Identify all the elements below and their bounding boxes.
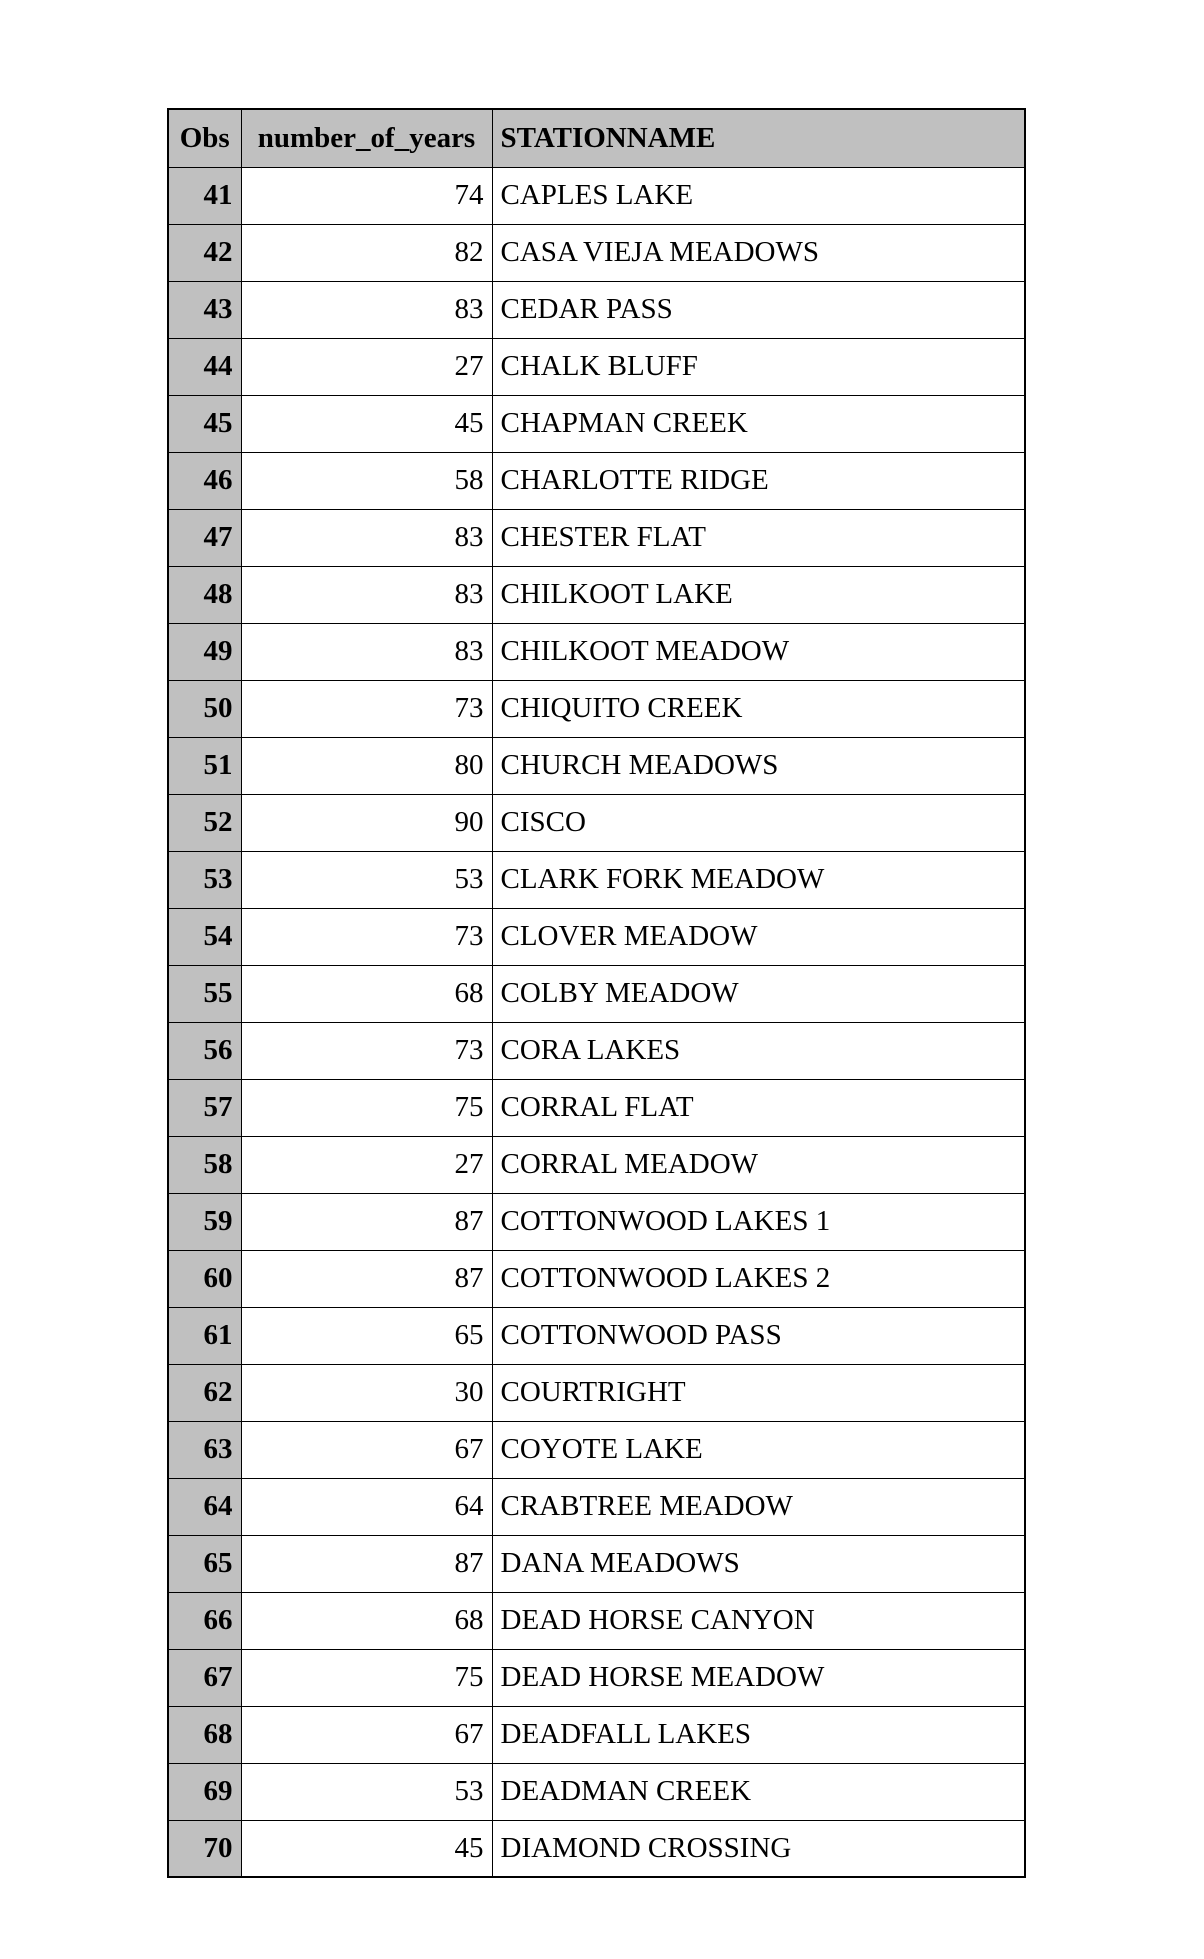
number-of-years-cell: 64 <box>241 1478 492 1535</box>
number-of-years-cell: 58 <box>241 452 492 509</box>
obs-cell: 68 <box>168 1706 241 1763</box>
number-of-years-cell: 27 <box>241 338 492 395</box>
obs-cell: 66 <box>168 1592 241 1649</box>
obs-cell: 57 <box>168 1079 241 1136</box>
table-row <box>168 1820 1025 1877</box>
number-of-years-cell: 67 <box>241 1421 492 1478</box>
table-row <box>168 281 1025 338</box>
stationname-cell: DIAMOND CROSSING <box>492 1820 1025 1877</box>
obs-cell: 43 <box>168 281 241 338</box>
stationname-cell: COTTONWOOD PASS <box>492 1307 1025 1364</box>
table-row <box>168 1193 1025 1250</box>
table-row <box>168 965 1025 1022</box>
obs-cell: 63 <box>168 1421 241 1478</box>
obs-cell: 60 <box>168 1250 241 1307</box>
table-row <box>168 1079 1025 1136</box>
station-years-table <box>167 108 1026 1878</box>
number-of-years-cell: 87 <box>241 1193 492 1250</box>
table-row <box>168 224 1025 281</box>
number-of-years-cell: 68 <box>241 1592 492 1649</box>
obs-cell: 51 <box>168 737 241 794</box>
stationname-cell: CASA VIEJA MEADOWS <box>492 224 1025 281</box>
stationname-cell: DEADMAN CREEK <box>492 1763 1025 1820</box>
obs-cell: 54 <box>168 908 241 965</box>
obs-cell: 53 <box>168 851 241 908</box>
obs-cell: 46 <box>168 452 241 509</box>
stationname-cell: CHESTER FLAT <box>492 509 1025 566</box>
obs-cell: 62 <box>168 1364 241 1421</box>
table-row <box>168 1022 1025 1079</box>
number-of-years-cell: 90 <box>241 794 492 851</box>
table-row <box>168 395 1025 452</box>
stationname-cell: CLARK FORK MEADOW <box>492 851 1025 908</box>
stationname-cell: COTTONWOOD LAKES 2 <box>492 1250 1025 1307</box>
stationname-cell: DEAD HORSE CANYON <box>492 1592 1025 1649</box>
stationname-cell: CORA LAKES <box>492 1022 1025 1079</box>
table-row <box>168 1250 1025 1307</box>
table-row <box>168 908 1025 965</box>
obs-cell: 42 <box>168 224 241 281</box>
stationname-cell: CHALK BLUFF <box>492 338 1025 395</box>
table-row <box>168 167 1025 224</box>
header-stationname: STATIONNAME <box>492 109 1025 167</box>
table-row <box>168 452 1025 509</box>
stationname-cell: CISCO <box>492 794 1025 851</box>
number-of-years-cell: 80 <box>241 737 492 794</box>
table-row <box>168 1478 1025 1535</box>
table-row <box>168 794 1025 851</box>
stationname-cell: COURTRIGHT <box>492 1364 1025 1421</box>
obs-cell: 59 <box>168 1193 241 1250</box>
obs-cell: 48 <box>168 566 241 623</box>
stationname-cell: CHAPMAN CREEK <box>492 395 1025 452</box>
obs-cell: 61 <box>168 1307 241 1364</box>
obs-cell: 70 <box>168 1820 241 1877</box>
stationname-cell: DEAD HORSE MEADOW <box>492 1649 1025 1706</box>
number-of-years-cell: 83 <box>241 623 492 680</box>
stationname-cell: CHIQUITO CREEK <box>492 680 1025 737</box>
table-row <box>168 1592 1025 1649</box>
stationname-cell: COYOTE LAKE <box>492 1421 1025 1478</box>
number-of-years-cell: 67 <box>241 1706 492 1763</box>
table-row <box>168 1136 1025 1193</box>
table-row <box>168 1364 1025 1421</box>
obs-cell: 41 <box>168 167 241 224</box>
obs-cell: 64 <box>168 1478 241 1535</box>
stationname-cell: CHILKOOT MEADOW <box>492 623 1025 680</box>
table-header-row <box>168 109 1025 167</box>
stationname-cell: CORRAL FLAT <box>492 1079 1025 1136</box>
table-row <box>168 1535 1025 1592</box>
obs-cell: 65 <box>168 1535 241 1592</box>
table-row <box>168 509 1025 566</box>
number-of-years-cell: 73 <box>241 680 492 737</box>
number-of-years-cell: 30 <box>241 1364 492 1421</box>
obs-cell: 55 <box>168 965 241 1022</box>
stationname-cell: CHURCH MEADOWS <box>492 737 1025 794</box>
number-of-years-cell: 87 <box>241 1535 492 1592</box>
table-row <box>168 1307 1025 1364</box>
obs-cell: 49 <box>168 623 241 680</box>
obs-cell: 58 <box>168 1136 241 1193</box>
table-body <box>168 167 1025 1877</box>
number-of-years-cell: 75 <box>241 1649 492 1706</box>
stationname-cell: CORRAL MEADOW <box>492 1136 1025 1193</box>
table-row <box>168 737 1025 794</box>
stationname-cell: COLBY MEADOW <box>492 965 1025 1022</box>
number-of-years-cell: 82 <box>241 224 492 281</box>
obs-cell: 67 <box>168 1649 241 1706</box>
obs-cell: 50 <box>168 680 241 737</box>
stationname-cell: CHARLOTTE RIDGE <box>492 452 1025 509</box>
obs-cell: 56 <box>168 1022 241 1079</box>
obs-cell: 45 <box>168 395 241 452</box>
table-row <box>168 623 1025 680</box>
number-of-years-cell: 87 <box>241 1250 492 1307</box>
number-of-years-cell: 83 <box>241 509 492 566</box>
header-number-of-years: number_of_years <box>241 109 492 167</box>
obs-cell: 69 <box>168 1763 241 1820</box>
number-of-years-cell: 27 <box>241 1136 492 1193</box>
number-of-years-cell: 83 <box>241 281 492 338</box>
number-of-years-cell: 45 <box>241 1820 492 1877</box>
header-obs: Obs <box>168 109 241 167</box>
table-row <box>168 1421 1025 1478</box>
number-of-years-cell: 75 <box>241 1079 492 1136</box>
number-of-years-cell: 65 <box>241 1307 492 1364</box>
stationname-cell: CEDAR PASS <box>492 281 1025 338</box>
stationname-cell: CAPLES LAKE <box>492 167 1025 224</box>
obs-cell: 47 <box>168 509 241 566</box>
table-row <box>168 1706 1025 1763</box>
stationname-cell: CLOVER MEADOW <box>492 908 1025 965</box>
number-of-years-cell: 73 <box>241 908 492 965</box>
table-row <box>168 566 1025 623</box>
number-of-years-cell: 53 <box>241 851 492 908</box>
number-of-years-cell: 83 <box>241 566 492 623</box>
table-row <box>168 1649 1025 1706</box>
number-of-years-cell: 45 <box>241 395 492 452</box>
stationname-cell: CHILKOOT LAKE <box>492 566 1025 623</box>
table-row <box>168 851 1025 908</box>
number-of-years-cell: 73 <box>241 1022 492 1079</box>
stationname-cell: DEADFALL LAKES <box>492 1706 1025 1763</box>
stationname-cell: COTTONWOOD LAKES 1 <box>492 1193 1025 1250</box>
table-row <box>168 680 1025 737</box>
stationname-cell: CRABTREE MEADOW <box>492 1478 1025 1535</box>
obs-cell: 52 <box>168 794 241 851</box>
number-of-years-cell: 53 <box>241 1763 492 1820</box>
number-of-years-cell: 74 <box>241 167 492 224</box>
stationname-cell: DANA MEADOWS <box>492 1535 1025 1592</box>
obs-cell: 44 <box>168 338 241 395</box>
number-of-years-cell: 68 <box>241 965 492 1022</box>
table-row <box>168 338 1025 395</box>
table-row <box>168 1763 1025 1820</box>
